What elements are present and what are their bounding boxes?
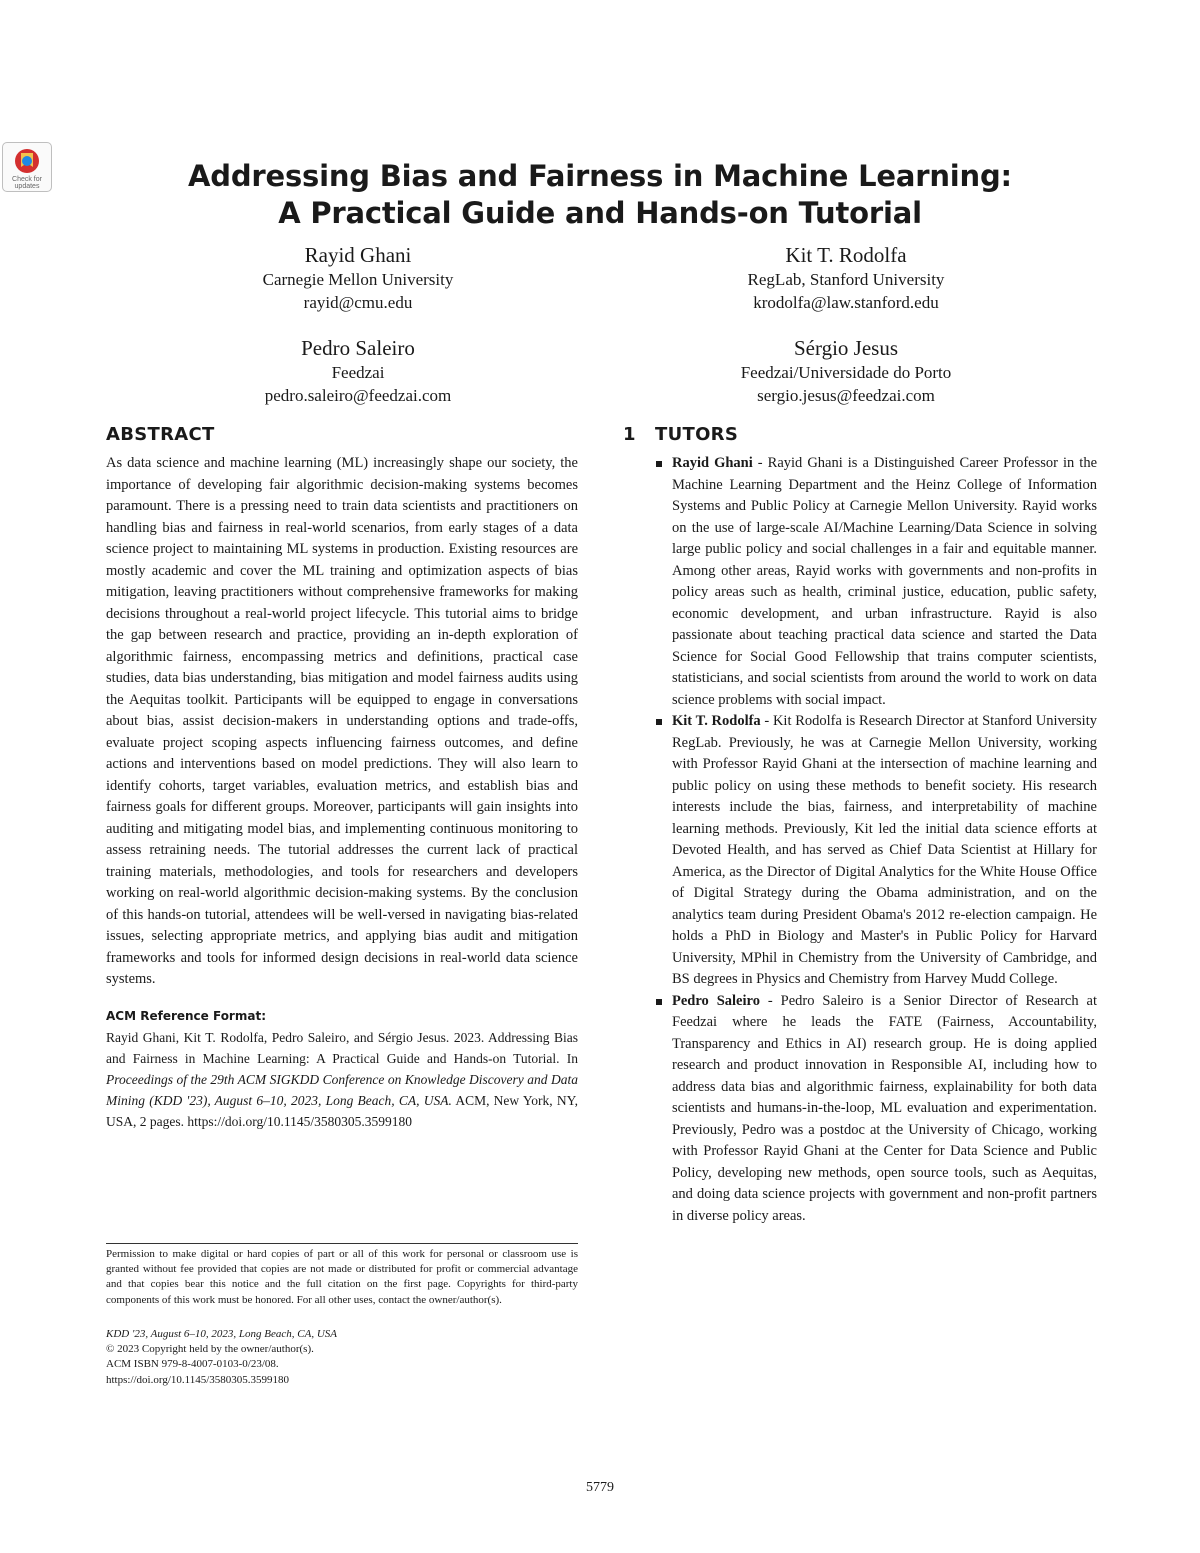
copyright-notice: © 2023 Copyright held by the owner/author(s).: [106, 1343, 314, 1356]
tutors-heading: [623, 423, 1097, 447]
author-block: [636, 335, 1056, 407]
abstract-text: As data science and machine learning (ML) increasingly shape our society, the importance of developing fair algorithmic decision-making systems becomes paramount. There is a pressing need to train data scientists and practitioners on handling bias and fairness in real-world scenarios, from early stages of a data science project to maintaining ML systems in production. Existing resources are mostly academic and cover the ML training and optimization aspects of bias mitigation, leaving practitioners without comprehensive frameworks for making decisions throughout a real-world project lifecycle. This tutorial aims to bridge the gap between research and practice, providing an in-depth exploration of algorithmic fairness, encompassing metrics and definitions, practical case studies, data bias understanding, bias mitigation and model fairness audits using the Aequitas toolkit. Participants will be equipped to engage in conversations about bias, assist decision-makers in understanding options and trade-offs, evaluate project scoping aspects influencing fairness outcomes, and define actions and interventions based on model predictions. They will also learn to identify cohorts, target variables, evaluation metrics, and establish bias and fairness goals for different groups. Moreover, participants will gain insights into auditing and mitigating model bias, and implementing continuous monitoring to assess retraining needs. The tutorial addresses the current lack of practical training materials, methodologies, and tools for researchers and developers working on real-world algorithmic decision-making systems. By the conclusion of this hands-on tutorial, attendees will be well-versed in navigating bias-related issues, selecting appropriate metrics, and applying bias audit and mitigation frameworks and tools for informed design decisions in real-world data science systems.: [106, 455, 578, 987]
author-email[interactable]: krodolfa@law.stanford.edu: [753, 293, 939, 312]
permission-notice: Permission to make digital or hard copies of part or all of this work for personal or classroom use is granted without fee provided that copies are not made or distributed for profit or commercial advantage and that copies bear this notice and the full citation on the first page. Copyrights for third-party components of this work must be honored. For all other uses, contact the owner/author(s).: [106, 1248, 578, 1306]
author-email[interactable]: sergio.jesus@feedzai.com: [757, 386, 935, 405]
author-affiliation: Feedzai/Universidade do Porto: [740, 363, 952, 382]
author-email[interactable]: rayid@cmu.edu: [303, 293, 413, 312]
title-line-2: A Practical Guide and Hands-on Tutorial: [278, 196, 922, 230]
title-line-1: Addressing Bias and Fairness in Machine Learning:: [188, 159, 1012, 193]
conference-info: KDD '23, August 6–10, 2023, Long Beach, CA, USA: [106, 1328, 338, 1340]
author-name: Rayid Ghani: [304, 243, 412, 267]
author-block: [148, 242, 568, 314]
paper-title: [0, 158, 1200, 232]
publication-metadata: [106, 1327, 578, 1388]
author-name: Pedro Saleiro: [301, 336, 415, 360]
tutor-name: Pedro Saleiro: [672, 992, 760, 1009]
reference-format-heading: ACM Reference Format:: [106, 1008, 266, 1023]
author-affiliation: Carnegie Mellon University: [262, 270, 454, 289]
page-number: 5779: [586, 1480, 614, 1495]
bullet-icon: [656, 719, 662, 725]
author-email[interactable]: pedro.saleiro@feedzai.com: [264, 386, 452, 405]
author-name: Sérgio Jesus: [793, 336, 899, 360]
reference-prefix: Rayid Ghani, Kit T. Rodolfa, Pedro Saleiro, and Sérgio Jesus. 2023. Addressing Bias and Fairness in Machine Learning: A Practical Guide and Hands-on Tutorial. In: [106, 1029, 578, 1066]
tutor-bio: - Rayid Ghani is a Distinguished Career Professor in the Machine Learning Department and the Heinz College of Information Systems and Public Policy at Carnegie Mellon University. Rayid works on the use of large-scale AI/Machine Learning/Data Science in solving large public policy and social challenges in a fair and equitable manner. Among other areas, Rayid works with governments and non-profits in policy areas such as health, criminal justice, education, public safety, economic development, and urban infrastructure. Rayid is also passionate about teaching practical data science and started the Data Science for Social Good Fellowship that trains computer scientists, statisticians, and social scientists from around the world to work on data science problems with social impact.: [672, 455, 1098, 708]
footnote-divider: [106, 1243, 578, 1244]
bullet-icon: [656, 461, 662, 467]
badge-label: Check for updates: [12, 176, 42, 190]
section-number: 1: [623, 424, 636, 445]
list-item: [623, 453, 1097, 711]
list-item: [623, 711, 1097, 991]
tutor-list: [623, 453, 1097, 1227]
reference-suffix[interactable]: ACM, New York, NY, USA, 2 pages. https://doi.org/10.1145/3580305.3599180: [106, 1092, 578, 1129]
section-title: TUTORS: [655, 424, 739, 445]
doi-link[interactable]: https://doi.org/10.1145/3580305.3599180: [106, 1373, 290, 1386]
abstract-heading: ABSTRACT: [106, 424, 215, 445]
reference-venue: Proceedings of the 29th ACM SIGKDD Conference on Knowledge Discovery and Data Mining (KDD '23), August 6–10, 2023, Long Beach, CA, USA.: [106, 1071, 578, 1108]
right-column: [623, 423, 1097, 1227]
author-block: [636, 242, 1056, 314]
author-name: Kit T. Rodolfa: [785, 243, 907, 267]
isbn: ACM ISBN 979-8-4007-0103-0/23/08.: [106, 1358, 279, 1371]
reference-citation: [106, 1027, 578, 1132]
author-affiliation: RegLab, Stanford University: [747, 270, 945, 289]
tutor-name: Rayid Ghani: [672, 455, 753, 471]
tutor-name: Kit T. Rodolfa: [672, 713, 761, 729]
tutor-bio: - Pedro Saleiro is a Senior Director of Research at Feedzai where he leads the FATE (Fairness, Accountability, Transparency and Ethics in AI) research group. He is doing applied research and product innovation in Responsible AI, including how to address data bias and algorithmic fairness, explainability for both data scientists and humans-in-the-loop, ML evaluation and experimentation. Previously, Pedro was a postdoc at the University of Chicago, working with Professor Rayid Ghani at the Center for Data Science and Public Policy, developing new methods, open source tools, such as Aequitas, and doing data science projects with government and non-profit partners in diverse policy areas.: [672, 992, 1097, 1224]
author-block: [148, 335, 568, 407]
tutor-bio: - Kit Rodolfa is Research Director at Stanford University RegLab. Previously, he was at Carnegie Mellon University, working with Professor Rayid Ghani at the intersection of machine learning and public policy on using these methods to benefit society. His research interests include the bias, fairness, and interpretability of machine learning methods. Previously, Kit led the initial data science efforts at Devoted Health, and has served as Chief Data Scientist at Hillary for America, as the Director of Digital Analytics for the White House Office of Digital Strategy during the Obama administration, and on the analytics team during President Obama's 2012 re-election campaign. He holds a PhD in Biology and Master's in Public Policy for Harvard University, MPhil in Chemistry from the University of Cambridge, and BS degrees in Physics and Chemistry from Harvey Mudd College.: [672, 713, 1097, 987]
author-affiliation: Feedzai: [331, 363, 385, 382]
left-column: [106, 423, 578, 1132]
bullet-icon: [656, 999, 662, 1005]
list-item: [623, 991, 1097, 1228]
